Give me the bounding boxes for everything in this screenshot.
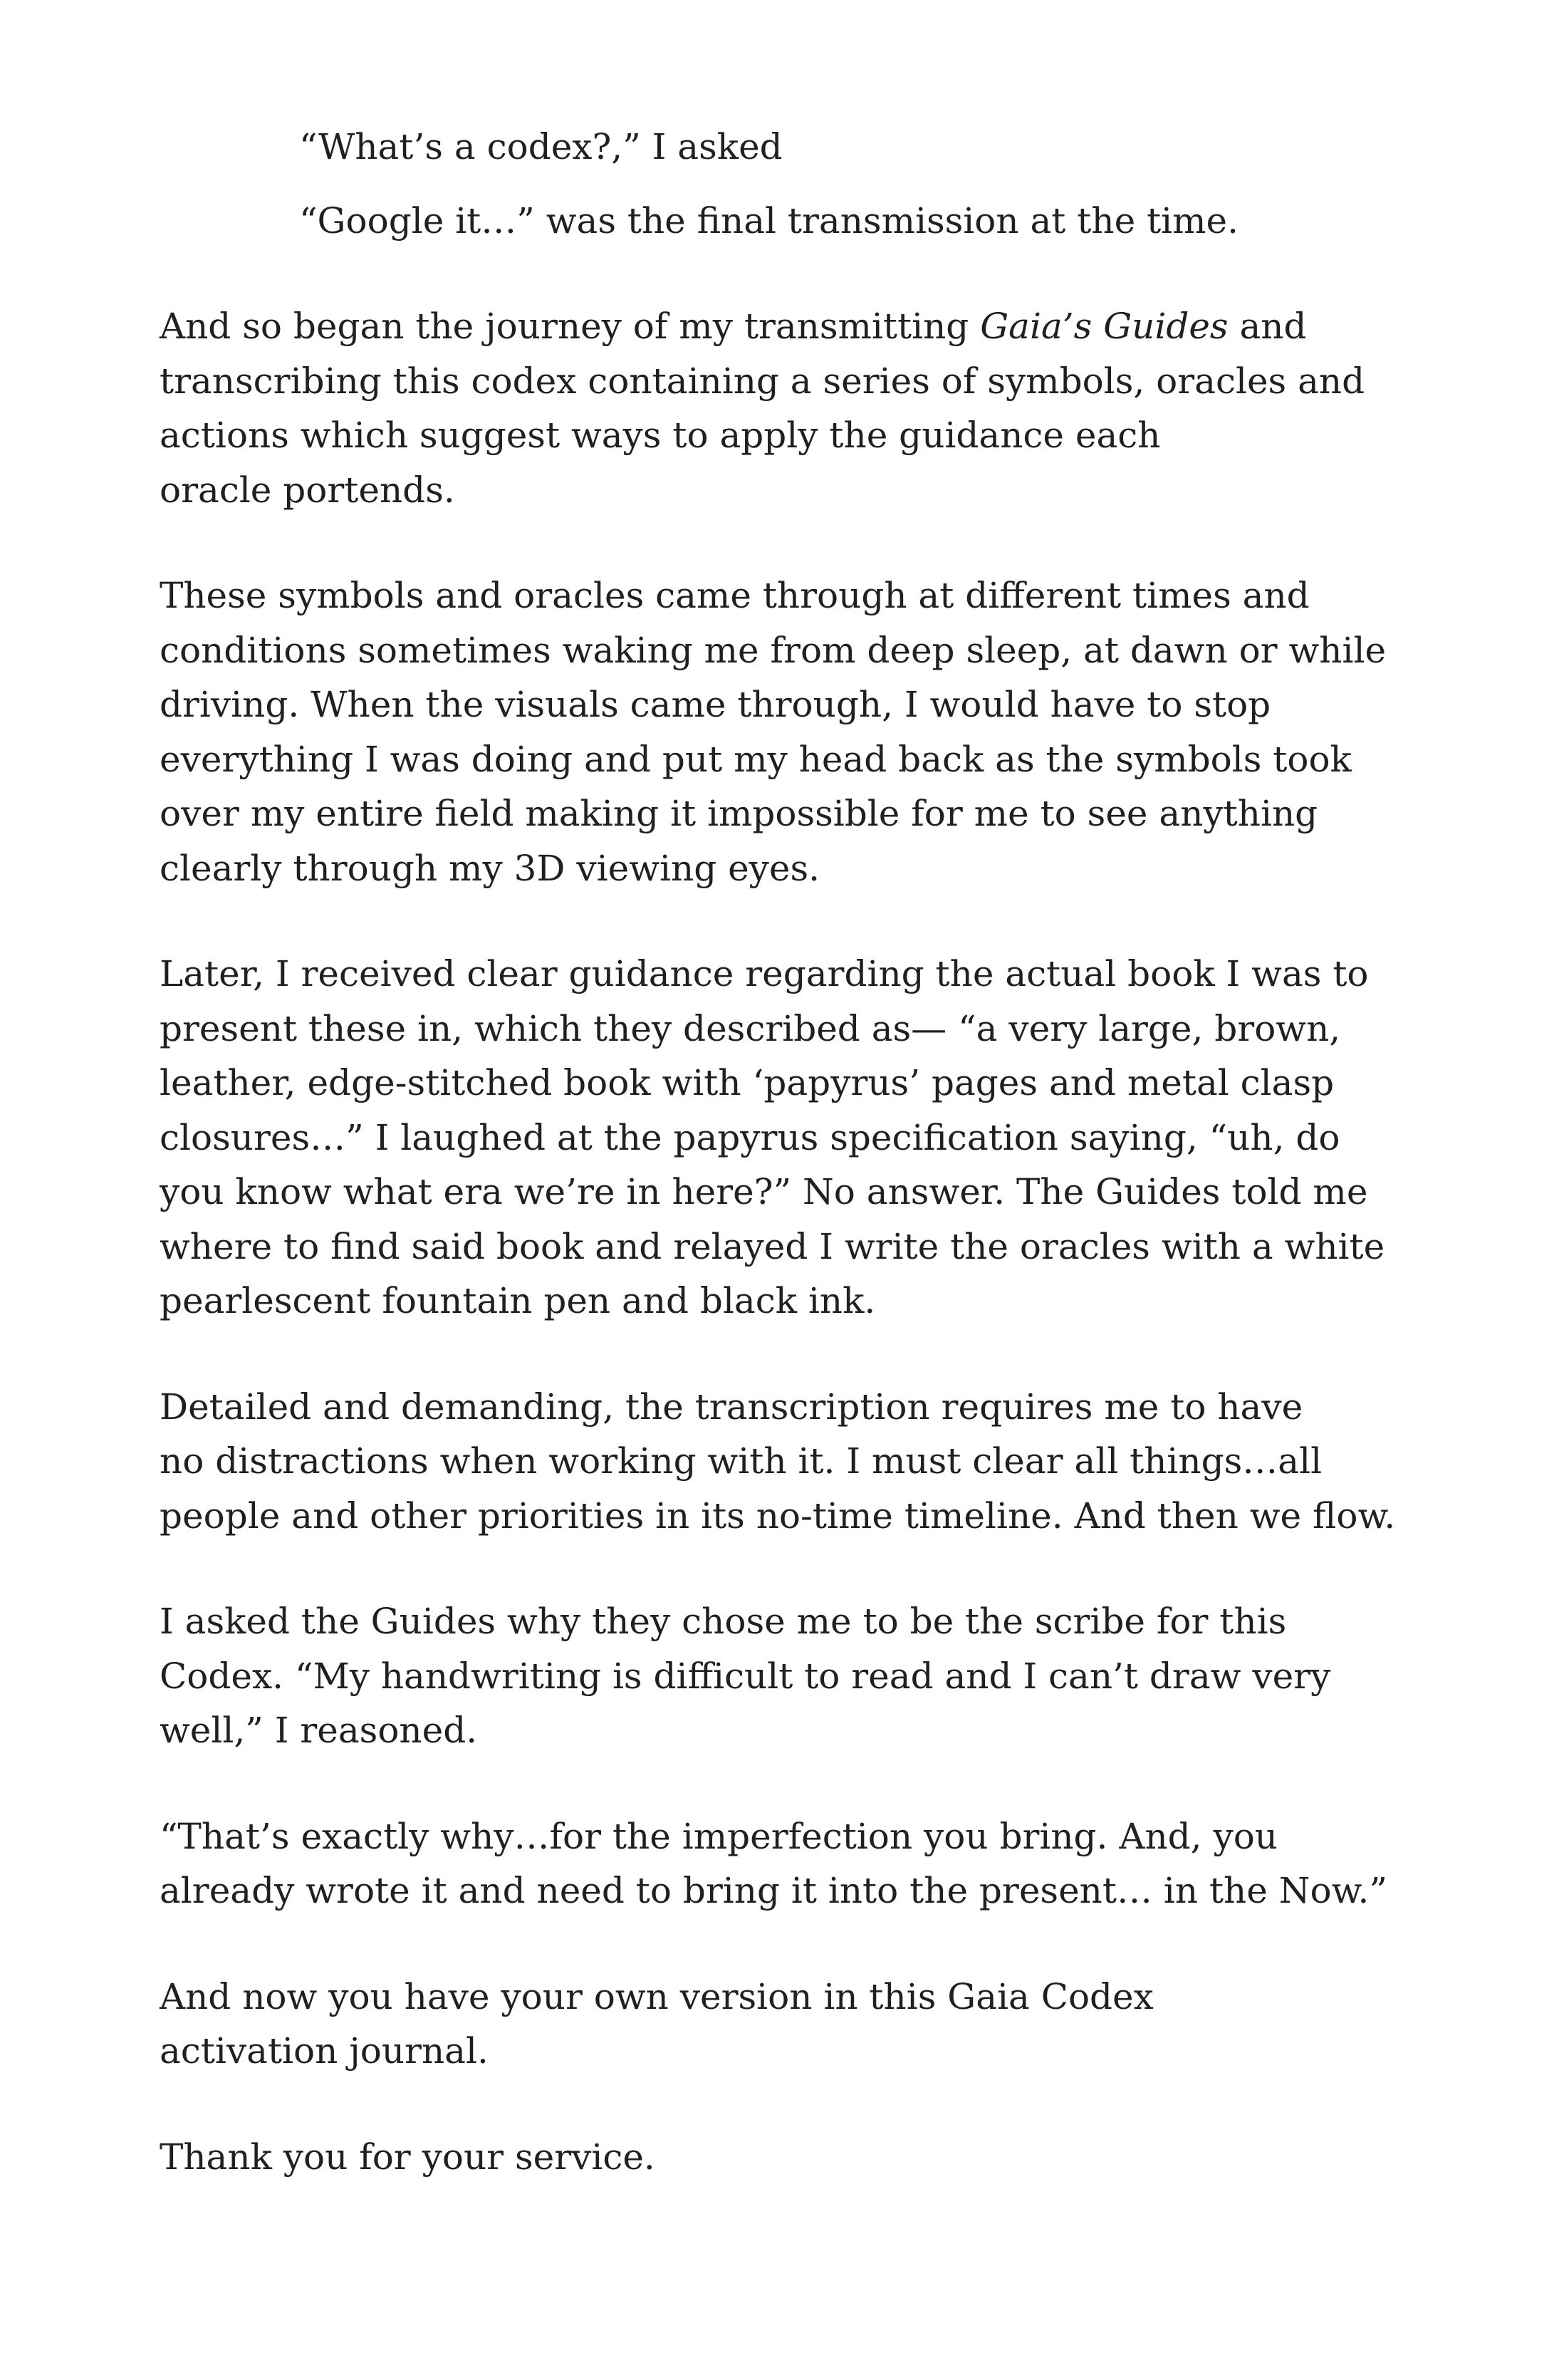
spacer [160, 2079, 1456, 2130]
paragraph-line: I asked the Guides why they chose me to be the scribe for this [160, 1601, 1287, 1642]
spacer [160, 1758, 1456, 1809]
paragraph-book [160, 947, 1456, 1329]
spacer [160, 248, 1456, 299]
paragraph-line: everything I was doing and put my head back as the symbols took [160, 738, 1352, 780]
paragraph-line: Detailed and demanding, the transcription requires me to have [160, 1386, 1303, 1428]
paragraph-transcription [160, 1380, 1456, 1544]
paragraph-symbols [160, 568, 1456, 895]
body-text [160, 120, 1456, 2184]
paragraph-line: oracle portends. [160, 469, 455, 511]
dialogue-line: “What’s a codex?,” I asked [299, 126, 783, 167]
paragraph-line: conditions sometimes waking me from deep sleep, at dawn or while [160, 629, 1387, 671]
paragraph-imperfection [160, 1809, 1456, 1918]
text-run: and [1228, 306, 1307, 347]
dialogue-line: “Google it…” was the final transmission at the time. [299, 199, 1239, 241]
spacer [160, 1543, 1456, 1594]
text-run: And so began the journey of my transmitting [160, 306, 981, 347]
spacer [160, 895, 1456, 947]
paragraph-line: Codex. “My handwriting is difficult to read and I can’t draw very [160, 1655, 1331, 1697]
paragraph-line: Later, I received clear guidance regarding the actual book I was to [160, 953, 1369, 994]
paragraph-line: well,” I reasoned. [160, 1710, 478, 1751]
paragraph-line: no distractions when working with it. I must clear all things…all [160, 1440, 1323, 1482]
spacer [160, 517, 1456, 568]
paragraph-line: “That’s exactly why…for the imperfection you bring. And, you [160, 1815, 1278, 1857]
paragraph-line: present these in, which they described as— “a very large, brown, [160, 1007, 1341, 1049]
paragraph-line: These symbols and oracles came through at different times and [160, 575, 1310, 616]
paragraph-line: closures…” I laughed at the papyrus specification saying, “uh, do [160, 1116, 1340, 1158]
spacer [160, 175, 1456, 194]
paragraph-line: driving. When the visuals came through, I would have to stop [160, 684, 1271, 725]
book-title: Gaia’s Guides [980, 306, 1229, 347]
paragraph-journey [160, 299, 1456, 517]
spacer [160, 1918, 1456, 1970]
paragraph-line: clearly through my 3D viewing eyes. [160, 847, 820, 889]
paragraph-line: transcribing this codex containing a series of symbols, oracles and [160, 360, 1365, 402]
paragraph-journal [160, 1970, 1456, 2079]
paragraph-line: leather, edge-stitched book with ‘papyrus’ pages and metal clasp [160, 1062, 1335, 1103]
paragraph-line: And now you have your own version in this Gaia Codex [160, 1975, 1154, 2017]
paragraph-line: you know what era we’re in here?” No answer. The Guides told me [160, 1171, 1368, 1212]
paragraph-line: activation journal. [160, 2030, 489, 2072]
paragraph-thanks [160, 2130, 1456, 2185]
paragraph-scribe [160, 1594, 1456, 1758]
paragraph-line [160, 299, 1456, 354]
spacer [160, 1329, 1456, 1380]
paragraph-line: already wrote it and need to bring it into the present… in the Now.” [160, 1870, 1387, 1911]
paragraph-line: people and other priorities in its no-time timeline. And then we flow. [160, 1495, 1396, 1537]
paragraph-line: Thank you for your service. [160, 2136, 655, 2178]
paragraph-line: over my entire field making it impossible for me to see anything [160, 793, 1318, 834]
paragraph-line: pearlescent fountain pen and black ink. [160, 1280, 876, 1321]
paragraph-line: where to find said book and relayed I write the oracles with a white [160, 1225, 1385, 1267]
paragraph-line: actions which suggest ways to apply the guidance each [160, 415, 1161, 456]
